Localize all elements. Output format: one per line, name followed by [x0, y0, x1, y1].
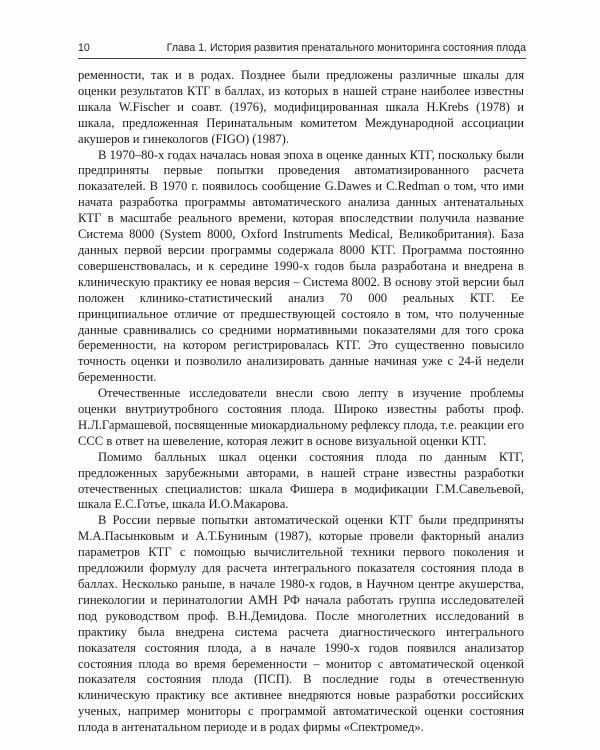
paragraph-4: Помимо балльных шкал оценки состояния плода по данным КТГ, предложенных зарубежными авторами, в нашей стране известны разработки отечественных специалистов: шкала Фишера в модификации Г.М.Савельевой, шкала Е.С.Готье, шкала И.О.Макарова. — [78, 449, 524, 512]
paragraph-2: В 1970–80-х годах началась новая эпоха в оценке данных КТГ, поскольку были предприняты первые попытки проведения автоматизированного расчета показателей. В 1970 г. появилось сообщение G.Dawes и C.Redman о том, что ими начата разработка программы автоматического анализа данных антенатальных КТГ в масштабе реального времени, которая впоследствии получила название Система 8000 (System 8000, Oxford Instruments Medical, Великобритания). База данных первой версии программы содержала 8000 КТГ. Программа постоянно совершенствовалась, и к середине 1990-х годов была разработана и внедрена в клиническую практику ее новая версия – Система 8002. В основу этой версии был положен клинико-статистический анализ 70 000 реальных КТГ. Ее принципиальное отличие от предшествующей состояло в том, что полученные данные сравнивались со средними нормативными показателями для того срока беременности, на котором регистрировалась КТГ. Это существенно повысило точность оценки и позволило анализировать данные начиная уже с 24-й недели беременности. — [78, 147, 524, 385]
page-header — [78, 38, 526, 59]
running-title: Глава 1. История развития пренатального мониторинга состояния плода — [166, 42, 526, 54]
paragraph-3: Отечественные исследователи внесли свою лепту в изучение проблемы оценки внутриутробного состояния плода. Широко известны работы проф. Н.Л.Гармашевой, посвященные миокардиальному рефлексу плода, т.е. реакции его ССС в ответ на шевеление, которая лежит в основе визуальной оценки КТГ. — [78, 386, 524, 448]
paragraph-1: ременности, так и в родах. Позднее были предложены различные шкалы для оценки результатов КТГ в баллах, из которых в нашей стране наиболее известны шкала W.Fischer и соавт. (1976), модифицированная шкала H.Krebs (1978) и шкала, предложенная Перинатальным комитетом Международной ассоциации акушеров и гинекологов (FIGO) (1987). — [78, 68, 524, 146]
page-number: 10 — [78, 42, 90, 54]
body-text — [78, 68, 524, 736]
paragraph-5: В России первые попытки автоматической оценки КТГ были предприняты М.А.Пасынковым и А.Т.Буниным (1987), которые провели факторный анализ параметров КТГ с помощью вычислительной техники первого поколения и предложили формулу для расчета интегрального показателя состояния плода в баллах. Несколько раньше, в начале 1980-х годов, в Научном центре акушерства, гинекологии и перинатологии АМН РФ начала работать группа исследователей под руководством проф. В.Н.Демидова. После многолетних исследований в практику была внедрена система расчета диагностического интегрального показателя состояния плода, а в начале 1990-х годов появился анализатор состояния плода во время беременности – монитор с автоматической оценкой показателя состояния плода (ПСП). В последние годы в отечественную клиническую практику все активнее внедряются новые разработки российских ученых, например мониторы с программой автоматической оценки состояния плода в антенатальном периоде и в родах фирмы «Спектромед». — [78, 513, 524, 735]
